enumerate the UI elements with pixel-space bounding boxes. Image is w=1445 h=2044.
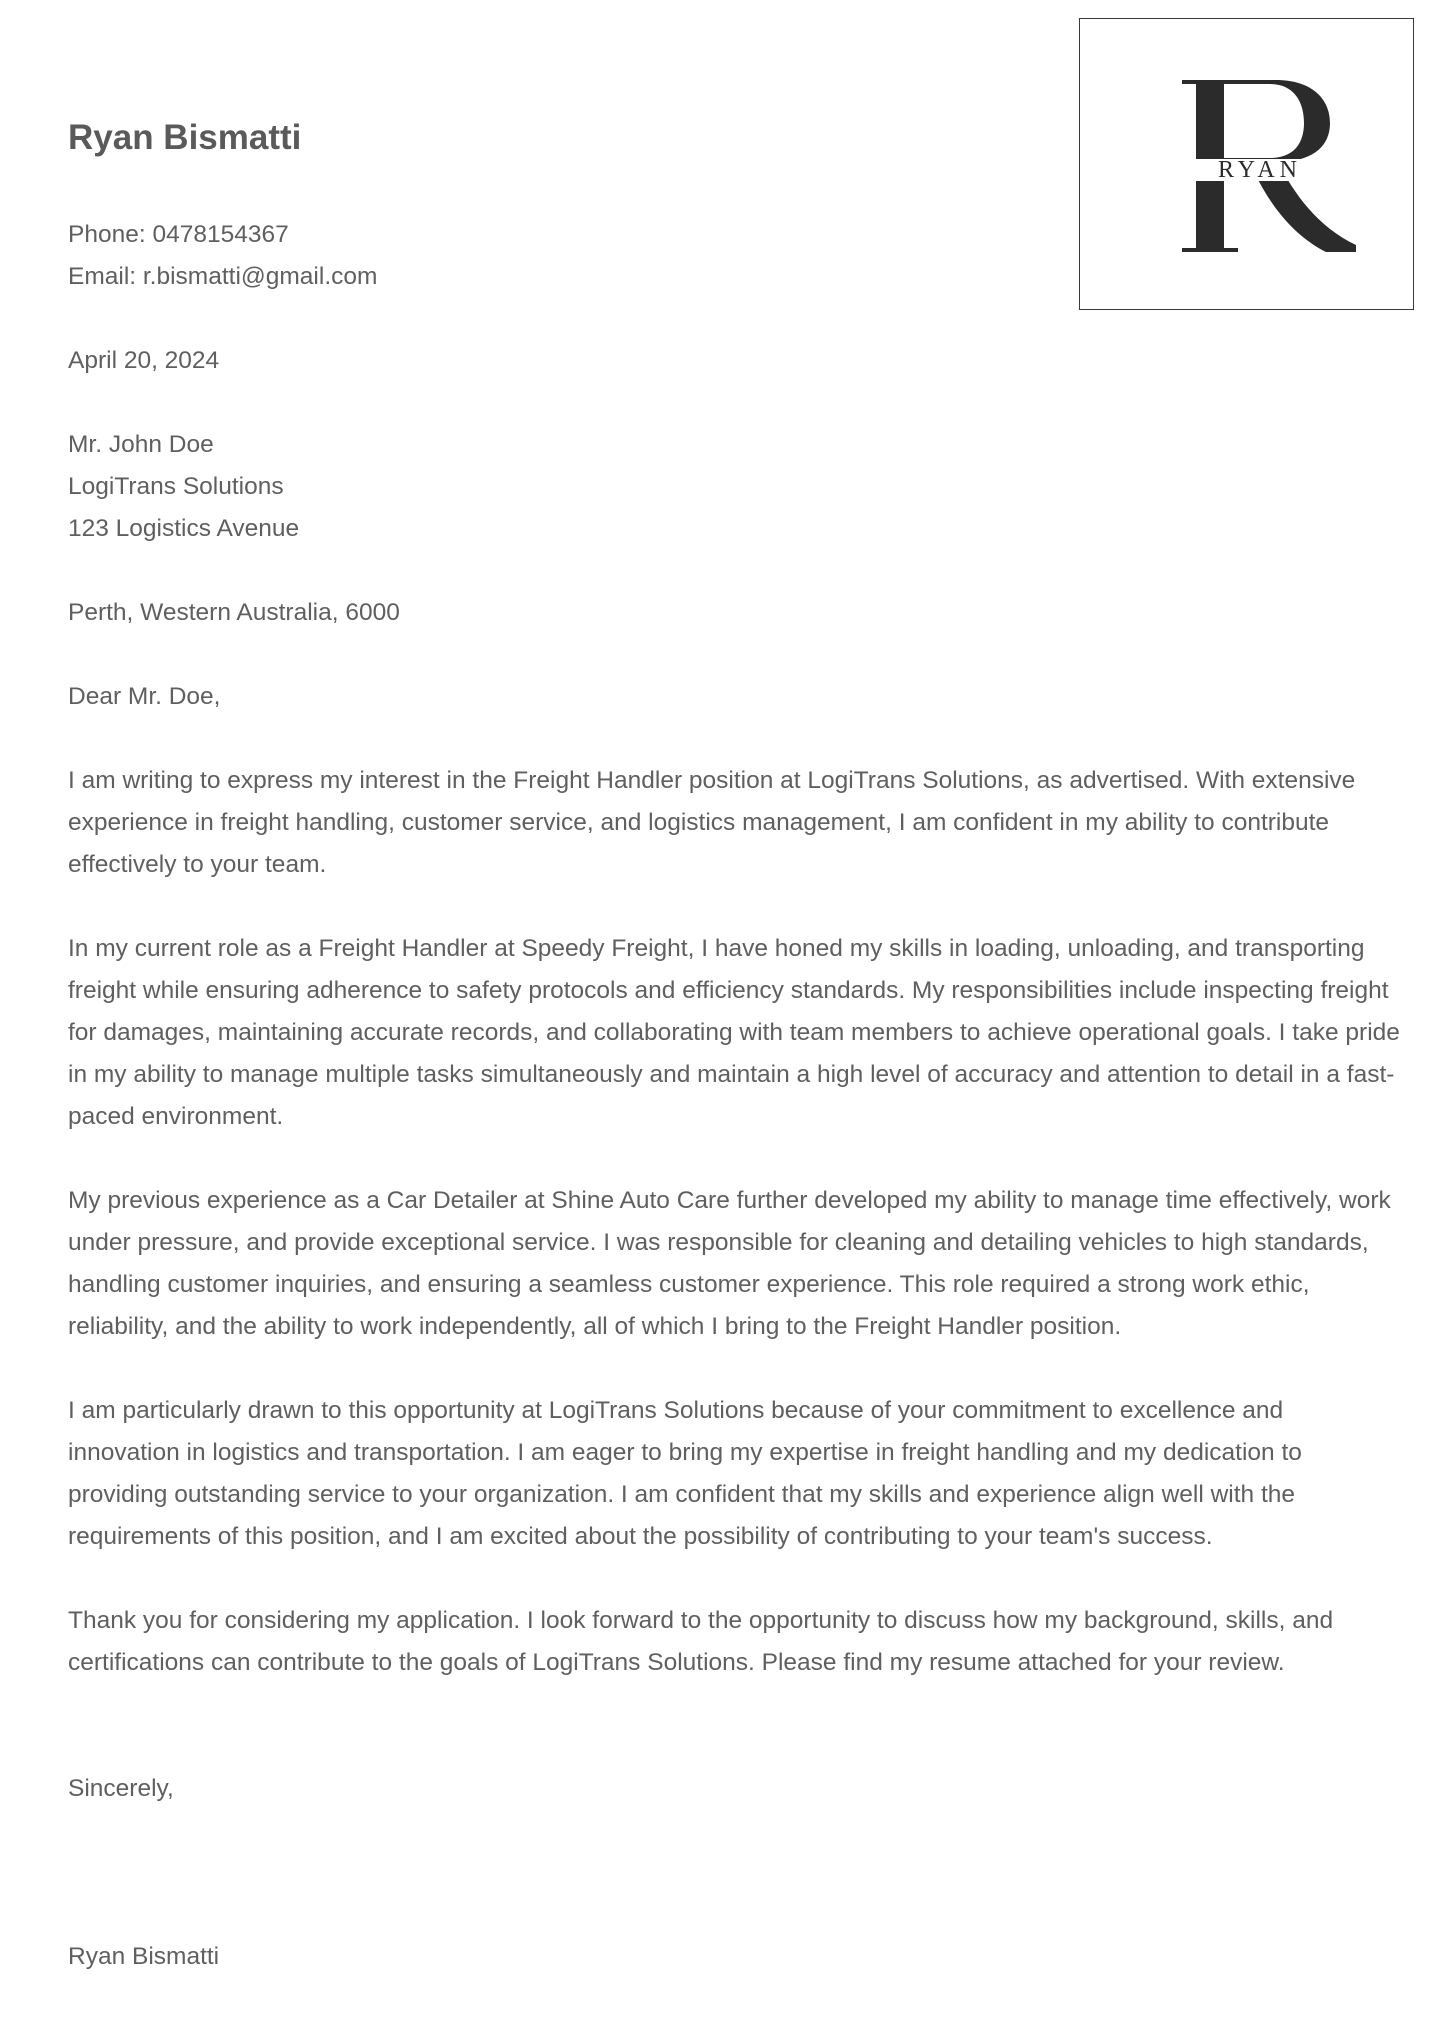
paragraph-line: reliability, and the ability to work independently, all of which I bring to the Freight Handler position. <box>68 1313 1122 1340</box>
letter-date: April 20, 2024 <box>68 347 220 374</box>
closing: Sincerely, <box>68 1775 174 1802</box>
body-paragraph-4 <box>68 1390 1398 1558</box>
paragraph-line: requirements of this position, and I am excited about the possibility of contributing to your team's success. <box>68 1523 1213 1550</box>
paragraph-line: handling customer inquiries, and ensuring a seamless customer experience. This role required a strong work ethic, <box>68 1271 1310 1298</box>
body-paragraph-5 <box>68 1600 1398 1684</box>
paragraph-line: My previous experience as a Car Detailer at Shine Auto Care further developed my ability to manage time effectively, work <box>68 1187 1391 1214</box>
paragraph-line: freight while ensuring adherence to safety protocols and efficiency standards. My responsibilities include inspecting freight <box>68 977 1389 1004</box>
sender-name-heading: Ryan Bismatti <box>68 118 302 157</box>
body-paragraph-1 <box>68 760 1398 886</box>
recipient-block <box>68 424 1398 550</box>
paragraph-line: in my ability to manage multiple tasks simultaneously and maintain a high level of accuracy and attention to detail in a fast- <box>68 1061 1395 1088</box>
paragraph-line: Thank you for considering my application. I look forward to the opportunity to discuss how my background, skills, and <box>68 1607 1334 1634</box>
logo-text: RYAN <box>1217 157 1303 183</box>
body-paragraph-3 <box>68 1180 1398 1348</box>
paragraph-line: for damages, maintaining accurate records, and collaborating with team members to achieve operational goals. I take pride <box>68 1019 1400 1046</box>
paragraph-line: I am particularly drawn to this opportunity at LogiTrans Solutions because of your commitment to excellence and <box>68 1397 1284 1424</box>
logo-box <box>1079 18 1414 310</box>
paragraph-line: I am writing to express my interest in the Freight Handler position at LogiTrans Solutions, as advertised. With extensive <box>68 767 1356 794</box>
paragraph-line: certifications can contribute to the goals of LogiTrans Solutions. Please find my resume attached for your review. <box>68 1649 1285 1676</box>
recipient-city: Perth, Western Australia, 6000 <box>68 599 400 626</box>
body-paragraph-2 <box>68 928 1398 1138</box>
paragraph-line: paced environment. <box>68 1103 284 1130</box>
phone-line: Phone: 0478154367 <box>68 221 289 248</box>
email-line: Email: r.bismatti@gmail.com <box>68 263 378 290</box>
recipient-street: 123 Logistics Avenue <box>68 515 300 542</box>
salutation: Dear Mr. Doe, <box>68 683 221 710</box>
paragraph-line: innovation in logistics and transportation. I am eager to bring my expertise in freight handling and my dedication to <box>68 1439 1302 1466</box>
monogram-r-logo-icon <box>1080 19 1412 308</box>
paragraph-line: providing outstanding service to your organization. I am confident that my skills and experience align well with the <box>68 1481 1296 1508</box>
signature-name: Ryan Bismatti <box>68 1943 220 1970</box>
recipient-name: Mr. John Doe <box>68 431 214 458</box>
paragraph-line: In my current role as a Freight Handler at Speedy Freight, I have honed my skills in loading, unloading, and transporting <box>68 935 1365 962</box>
recipient-company: LogiTrans Solutions <box>68 473 284 500</box>
paragraph-line: under pressure, and provide exceptional service. I was responsible for cleaning and detailing vehicles to high standards, <box>68 1229 1369 1256</box>
paragraph-line: experience in freight handling, customer service, and logistics management, I am confident in my ability to contribute <box>68 809 1330 836</box>
paragraph-line: effectively to your team. <box>68 851 327 878</box>
